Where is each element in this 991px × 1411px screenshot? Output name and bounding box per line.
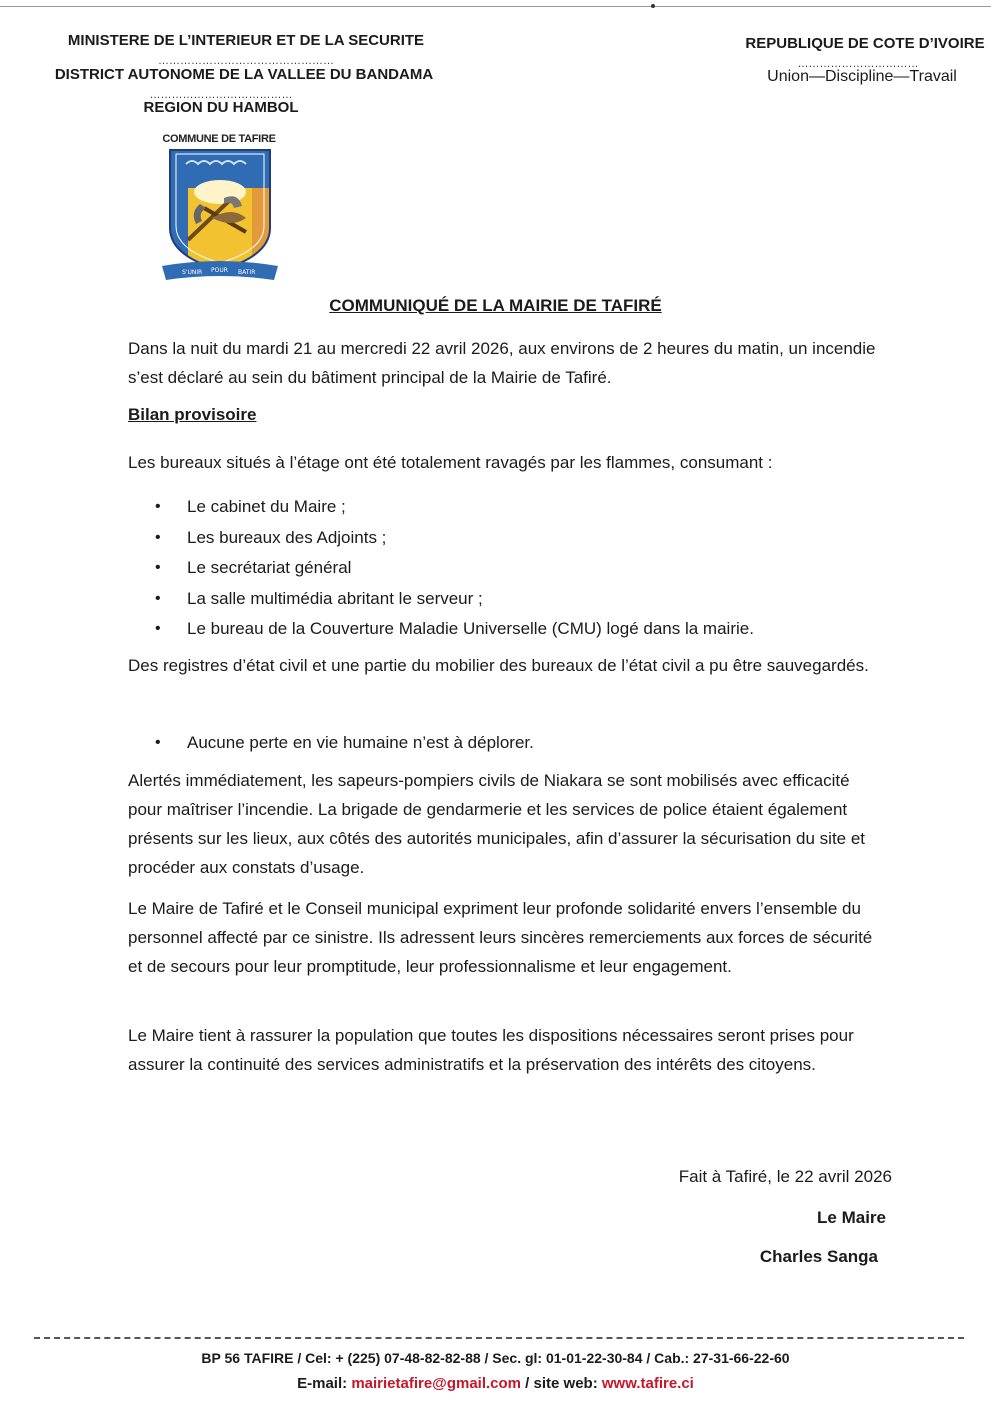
commune-crest-emblem: [160, 148, 280, 288]
list-item: • La salle multimédia abritant le serveur ;: [128, 584, 888, 615]
header-right-dots: ……………………………: [797, 58, 919, 70]
crest-title: COMMUNE DE TAFIRE: [162, 133, 276, 145]
saved-records-paragraph: Des registres d’état civil et une partie du mobilier des bureaux de l’état civil a pu être sauvegardés.: [128, 656, 869, 675]
signatory-name: Charles Sanga: [759, 1247, 878, 1266]
website-link[interactable]: www.tafire.ci: [601, 1375, 694, 1392]
region-line: REGION DU HAMBOL: [143, 99, 299, 116]
damaged-offices-list: [128, 492, 888, 645]
response-paragraph: Alertés immédiatement, les sapeurs-pompiers civils de Niakara se sont mobilisés avec efficacité pour maîtriser l’incendie. La brigade de gendarmerie et les services de police étaient également présents sur les lieux, aux côtés des autorités municipales, afin d’assurer la sécurisation du site et procéder aux constats d’usage.: [128, 771, 866, 877]
district-line: DISTRICT AUTONOME DE LA VALLEE DU BANDAMA: [54, 66, 434, 83]
intro-paragraph: Dans la nuit du mardi 21 au mercredi 22 avril 2026, aux environs de 2 heures du matin, un incendie s’est déclaré au sein du bâtiment principal de la Mairie de Tafiré.: [128, 339, 876, 387]
list-item: • Le cabinet du Maire ;: [128, 492, 888, 523]
ministry-line: MINISTERE DE L’INTERIEUR ET DE LA SECURITE: [67, 32, 425, 49]
communique-title: COMMUNIQUÉ DE LA MAIRIE DE TAFIRÉ: [329, 296, 662, 315]
email-link[interactable]: mairietafire@gmail.com: [351, 1375, 521, 1392]
footer-web-line: [0, 1375, 991, 1392]
list-item: • Les bureaux des Adjoints ;: [128, 523, 888, 554]
bilan-heading: Bilan provisoire: [128, 405, 257, 424]
solidarity-paragraph: Le Maire de Tafiré et le Conseil municipal expriment leur profonde solidarité envers l’ensemble du personnel affecté par ce sinistre. Ils adressent leurs sincères remerciements aux forces de sécurité et de secours pour leur promptitude, leur professionnalisme et leur engagement.: [128, 899, 873, 976]
header-left-dots-1: …………………………………………: [158, 55, 334, 67]
email-label: E-mail:: [297, 1375, 348, 1392]
ribbon-right-text: BATIR: [238, 269, 256, 276]
signatory-role: Le Maire: [817, 1208, 886, 1227]
reassurance-paragraph: Le Maire tient à rassurer la population que toutes les dispositions nécessaires seront prises pour assurer la continuité des services administratifs et la préservation des intérêts des citoyens.: [128, 1026, 854, 1074]
ribbon-left-text: S'UNIR: [182, 269, 203, 276]
list-item: • Aucune perte en vie humaine n’est à déplorer.: [128, 728, 888, 759]
bilan-intro: Les bureaux situés à l’étage ont été totalement ravagés par les flammes, consumant :: [128, 453, 773, 472]
footer-contact-line: BP 56 TAFIRE / Cel: + (225) 07-48-82-82-88 / Sec. gl: 01-01-22-30-84 / Cab.: 27-31-66-22-60: [201, 1350, 790, 1366]
list-item: • Le bureau de la Couverture Maladie Universelle (CMU) logé dans la mairie.: [128, 614, 888, 645]
national-motto: Union—Discipline—Travail: [767, 68, 957, 85]
top-edge-line: [0, 6, 991, 7]
list-item: • Le secrétariat général: [128, 553, 888, 584]
site-label: / site web:: [525, 1375, 598, 1392]
top-edge-mark: [651, 4, 655, 8]
footer-divider: [34, 1337, 964, 1339]
header-left-dots-2: …………………………………: [149, 89, 293, 101]
casualty-list: [128, 728, 888, 759]
place-and-date: Fait à Tafiré, le 22 avril 2026: [678, 1167, 892, 1186]
country-name: REPUBLIQUE DE COTE D’IVOIRE: [745, 35, 985, 52]
ribbon-middle-text: POUR: [211, 267, 228, 274]
